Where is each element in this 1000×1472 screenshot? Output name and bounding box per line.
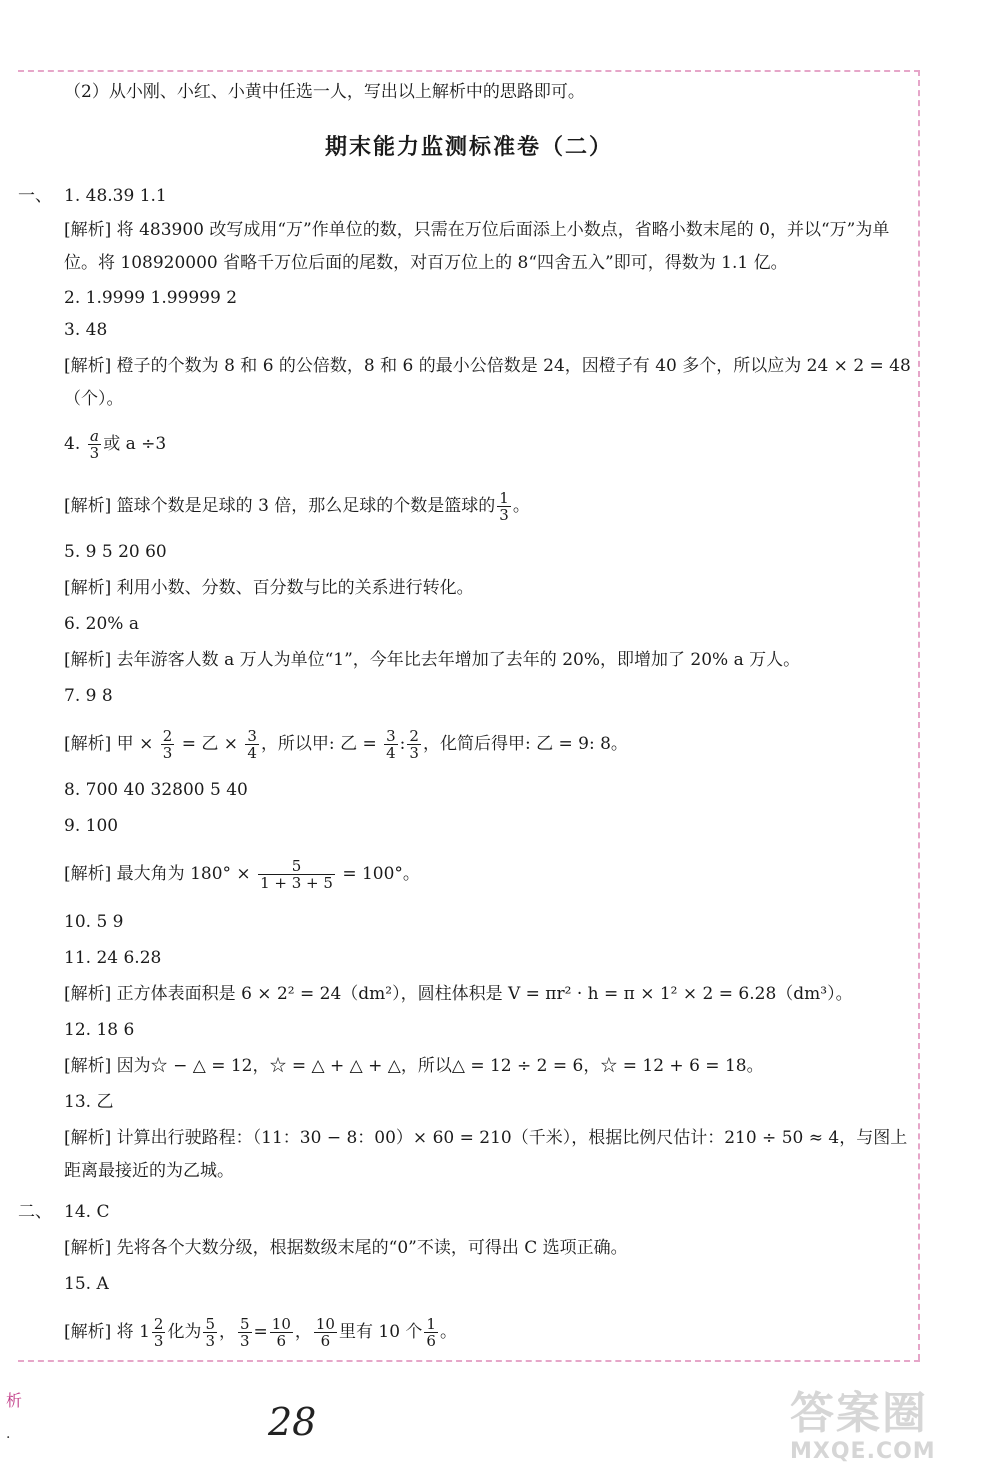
q7-p2: = 乙 × [181,734,238,754]
q15-f1-den: 3 [153,1332,164,1350]
q15-frac-5 [314,1316,337,1349]
q14-analysis: [解析] 先将各个大数分级，根据数级末尾的“0”不读，可得出 C 选项正确。 [64,1238,628,1258]
q11-answer: 11. 24 6.28 [64,948,162,968]
q15-p1: [解析] 将 1 [64,1322,150,1342]
q3-analysis: [解析] 橙子的个数为 8 和 6 的公倍数，8 和 6 的最小公倍数是 24，因橙子有 40 多个，所以应为 24 × 2 = 48（个）。 [64,356,911,409]
q2-answer: 2. 1.9999 1.99999 2 [64,288,238,308]
q7-frac-4 [407,728,421,761]
q7-answer: 7. 9 8 [64,686,113,706]
right-dashed-rule [918,70,920,1360]
watermark-url-text: MXQE.COM [790,1439,936,1464]
q7-frac-2 [245,728,259,761]
q7-p1: [解析] 甲 × [64,734,154,754]
q7-p3: ，所以甲: 乙 = [260,734,377,754]
q15-p6: 里有 10 个 [338,1322,423,1342]
q15-f2-den: 3 [205,1332,215,1350]
corner-margin-mark: 析 [6,1391,23,1410]
q7-frac-3 [384,728,398,761]
watermark-big-text: 答案圈 [790,1388,928,1439]
q4-answer [64,428,166,461]
q15-frac-6 [424,1316,438,1349]
q1-analysis: [解析] 将 483900 改写成用“万”作单位的数，只需在万位后面添上小数点，省略小数末尾的 0，并以“万”为单位。将 108920000 省略千万位后面的尾数，对百万位上的 8“四舍五入”即可，得数为 1.1 亿。 [64,220,890,273]
section-2-label: 二、 [18,1202,52,1222]
q7-f1-num: 2 [162,727,173,745]
q15-f3-den: 3 [239,1332,250,1350]
q6-answer: 6. 20% a [64,614,139,634]
q4-analysis [64,490,530,523]
page-title: 期末能力监测标准卷（二） [324,135,613,160]
corner-dot: · [6,1430,11,1446]
q15-frac-3 [238,1316,252,1349]
q7-p4: : [399,734,406,754]
q4-analysis-fraction [497,490,511,523]
q9-fraction [258,858,335,891]
q14-answer: 14. C [64,1202,110,1222]
q15-p2: 化为 [167,1322,202,1342]
q15-f4-den: 6 [276,1332,287,1350]
q11-analysis: [解析] 正方体表面积是 6 × 2² = 24（dm²），圆柱体积是 V = πr² · h = π × 1² × 2 = 6.28（dm³）。 [64,984,853,1004]
q15-f5-den: 6 [320,1332,331,1350]
q1-answer: 1. 48.39 1.1 [64,186,167,206]
q15-f2-num: 5 [205,1315,215,1333]
q4-frac-den: 3 [89,444,100,462]
q15-f6-den: 6 [426,1332,436,1350]
q7-f1-den: 3 [162,744,173,762]
q15-p7: 。 [439,1322,457,1342]
q9-f-num: 5 [258,858,335,875]
q15-analysis [64,1316,457,1349]
q15-p5: ， [294,1322,312,1342]
q15-f3-num: 5 [239,1315,250,1333]
q7-f3-num: 3 [386,727,396,745]
q4-number: 4. [64,434,81,454]
q15-p3: ， [218,1322,236,1342]
q8-answer: 8. 700 40 32800 5 40 [64,780,248,800]
q9-f-den: 1 + 3 + 5 [260,874,333,892]
q7-frac-1 [161,728,175,761]
q5-answer: 5. 9 5 20 60 [64,542,167,562]
q7-p5: ，化简后得甲: 乙 = 9: 8。 [422,734,628,754]
q4-fraction [88,428,102,461]
q15-p4: = [253,1322,268,1342]
q4-a-num: 1 [499,489,509,507]
section-1-label: 一、 [18,186,52,206]
q4-analysis-pre: [解析] 篮球个数是足球的 3 倍，那么足球的个数是篮球的 [64,496,496,516]
q4-analysis-post: 。 [512,496,530,516]
q4-frac-num: a [88,428,102,445]
q7-f4-den: 3 [409,744,419,762]
q7-f2-den: 4 [247,744,257,762]
q12-answer: 12. 18 6 [64,1020,135,1040]
q3-answer: 3. 48 [64,320,108,340]
top-dashed-rule [18,70,920,72]
q9-p2: = 100°。 [342,864,420,884]
q6-analysis: [解析] 去年游客人数 a 万人为单位“1”，今年比去年增加了去年的 20%，即增加了 20% a 万人。 [64,650,801,670]
q7-f3-den: 4 [386,744,396,762]
q9-analysis [64,858,420,891]
q7-f2-num: 3 [247,727,257,745]
bottom-dashed-rule [18,1360,920,1362]
q15-f6-num: 1 [426,1315,436,1333]
q4-a-den: 3 [499,506,509,524]
top-note: （2）从小刚、小红、小黄中任选一人，写出以上解析中的思路即可。 [64,82,585,102]
q15-f4-num: 10 [271,1315,291,1333]
page-number: 28 [268,1400,317,1444]
q15-frac-1 [152,1316,166,1349]
q12-analysis: [解析] 因为☆ − △ = 12，☆ = △ + △ + △，所以△ = 12 ÷ 2 = 6，☆ = 12 + 6 = 18。 [64,1056,764,1076]
q13-answer: 13. 乙 [64,1092,114,1112]
q5-analysis: [解析] 利用小数、分数、百分数与比的关系进行转化。 [64,578,474,598]
q9-p1: [解析] 最大角为 180° × [64,864,251,884]
q9-answer: 9. 100 [64,816,119,836]
q15-answer: 15. A [64,1274,109,1294]
q15-frac-2 [203,1316,217,1349]
q15-f5-num: 10 [315,1315,335,1333]
q7-f4-num: 2 [409,727,419,745]
q15-frac-4 [270,1316,293,1349]
q15-f1-num: 2 [153,1315,164,1333]
q7-analysis [64,728,628,761]
watermark-logo [790,1388,990,1468]
q4-tail: 或 a ÷3 [103,434,167,454]
q10-answer: 10. 5 9 [64,912,124,932]
q13-analysis: [解析] 计算出行驶路程：（11：30 − 8：00）× 60 = 210（千米），根据比例尺估计：210 ÷ 50 ≈ 4，与图上距离最接近的为乙城。 [64,1128,908,1181]
